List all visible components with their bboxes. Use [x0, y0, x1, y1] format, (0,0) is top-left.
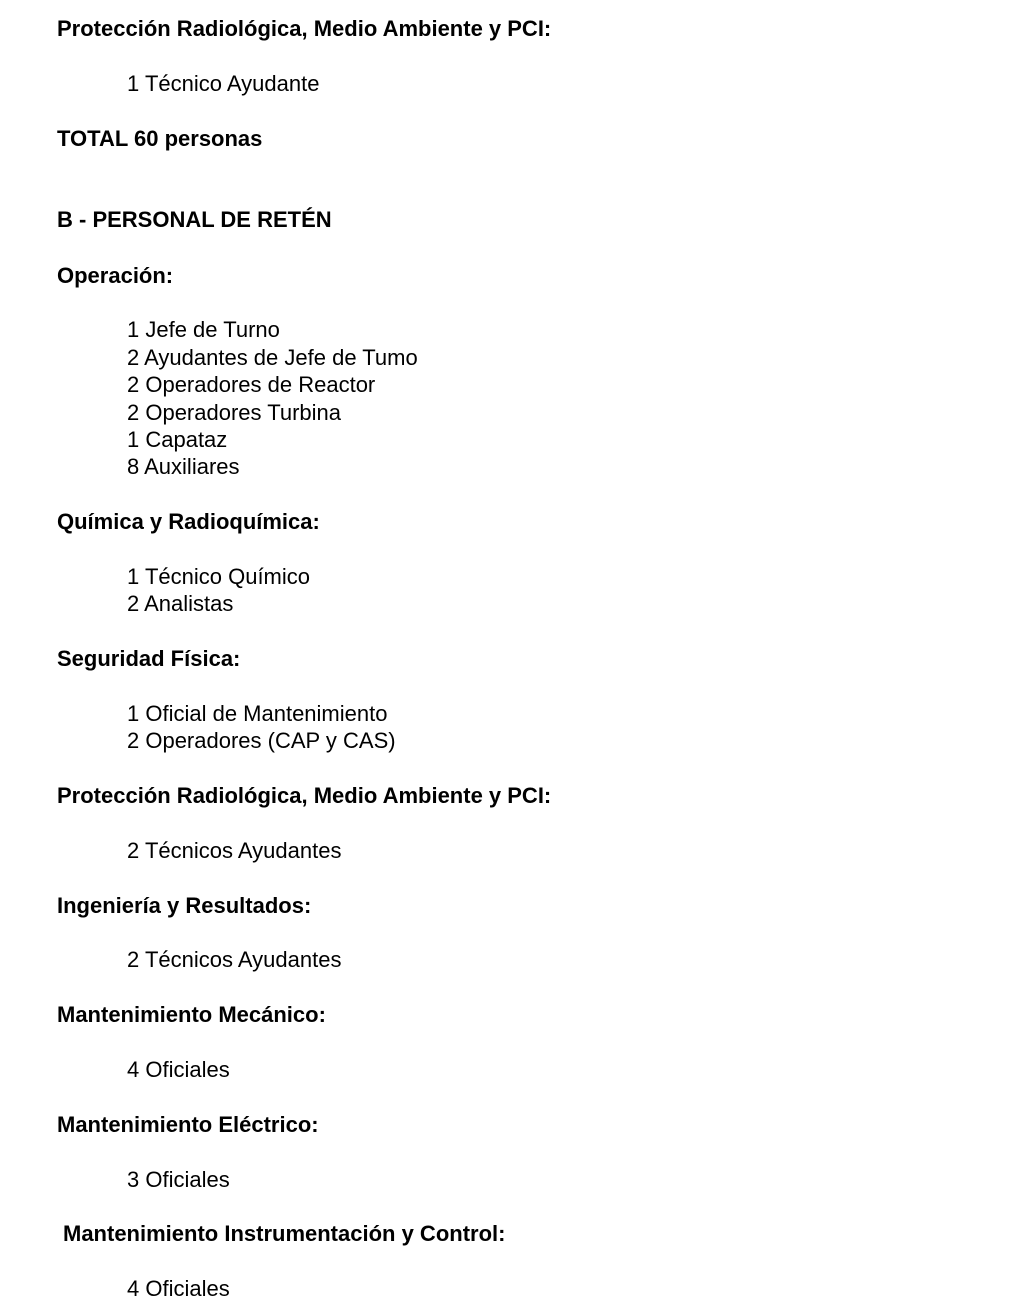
list-item: 2 Operadores (CAP y CAS)	[127, 728, 396, 753]
section-b-title: B - PERSONAL DE RETÉN	[57, 207, 332, 232]
group-heading-ingenieria: Ingeniería y Resultados:	[57, 893, 312, 918]
group-heading-mant-electrico: Mantenimiento Eléctrico:	[57, 1112, 319, 1137]
list-item: 1 Jefe de Turno	[127, 317, 280, 342]
group-heading-quimica: Química y Radioquímica:	[57, 509, 320, 534]
list-item: 1 Capataz	[127, 427, 228, 452]
list-item: 8 Auxiliares	[127, 454, 240, 479]
list-item: 1 Técnico Químico	[127, 564, 311, 589]
group-heading-mant-mecanico: Mantenimiento Mecánico:	[57, 1002, 326, 1027]
list-item: 4 Oficiales	[127, 1276, 230, 1301]
list-item: 2 Técnicos Ayudantes	[127, 947, 342, 972]
list-item: 1 Oficial de Mantenimiento	[127, 701, 388, 726]
group-heading-proteccion: Protección Radiológica, Medio Ambiente y PCI:	[57, 783, 552, 808]
list-item: 4 Oficiales	[127, 1057, 230, 1082]
list-item: 2 Analistas	[127, 591, 234, 616]
list-item: 2 Técnicos Ayudantes	[127, 838, 342, 863]
group-heading-operacion: Operación:	[57, 263, 174, 288]
list-item: 2 Ayudantes de Jefe de Tumo	[127, 345, 418, 370]
list-item: 3 Oficiales	[127, 1167, 230, 1192]
list-item: 2 Operadores Turbina	[127, 400, 342, 425]
list-item: 2 Operadores de Reactor	[127, 372, 376, 397]
list-item: 1 Técnico Ayudante	[127, 71, 320, 96]
group-heading-seguridad-fisica: Seguridad Física:	[57, 646, 241, 671]
group-heading-mant-instrumentacion: Mantenimiento Instrumentación y Control:	[63, 1221, 506, 1246]
section-heading-proteccion-top: Protección Radiológica, Medio Ambiente y PCI:	[57, 16, 552, 41]
total-line: TOTAL 60 personas	[57, 126, 263, 151]
